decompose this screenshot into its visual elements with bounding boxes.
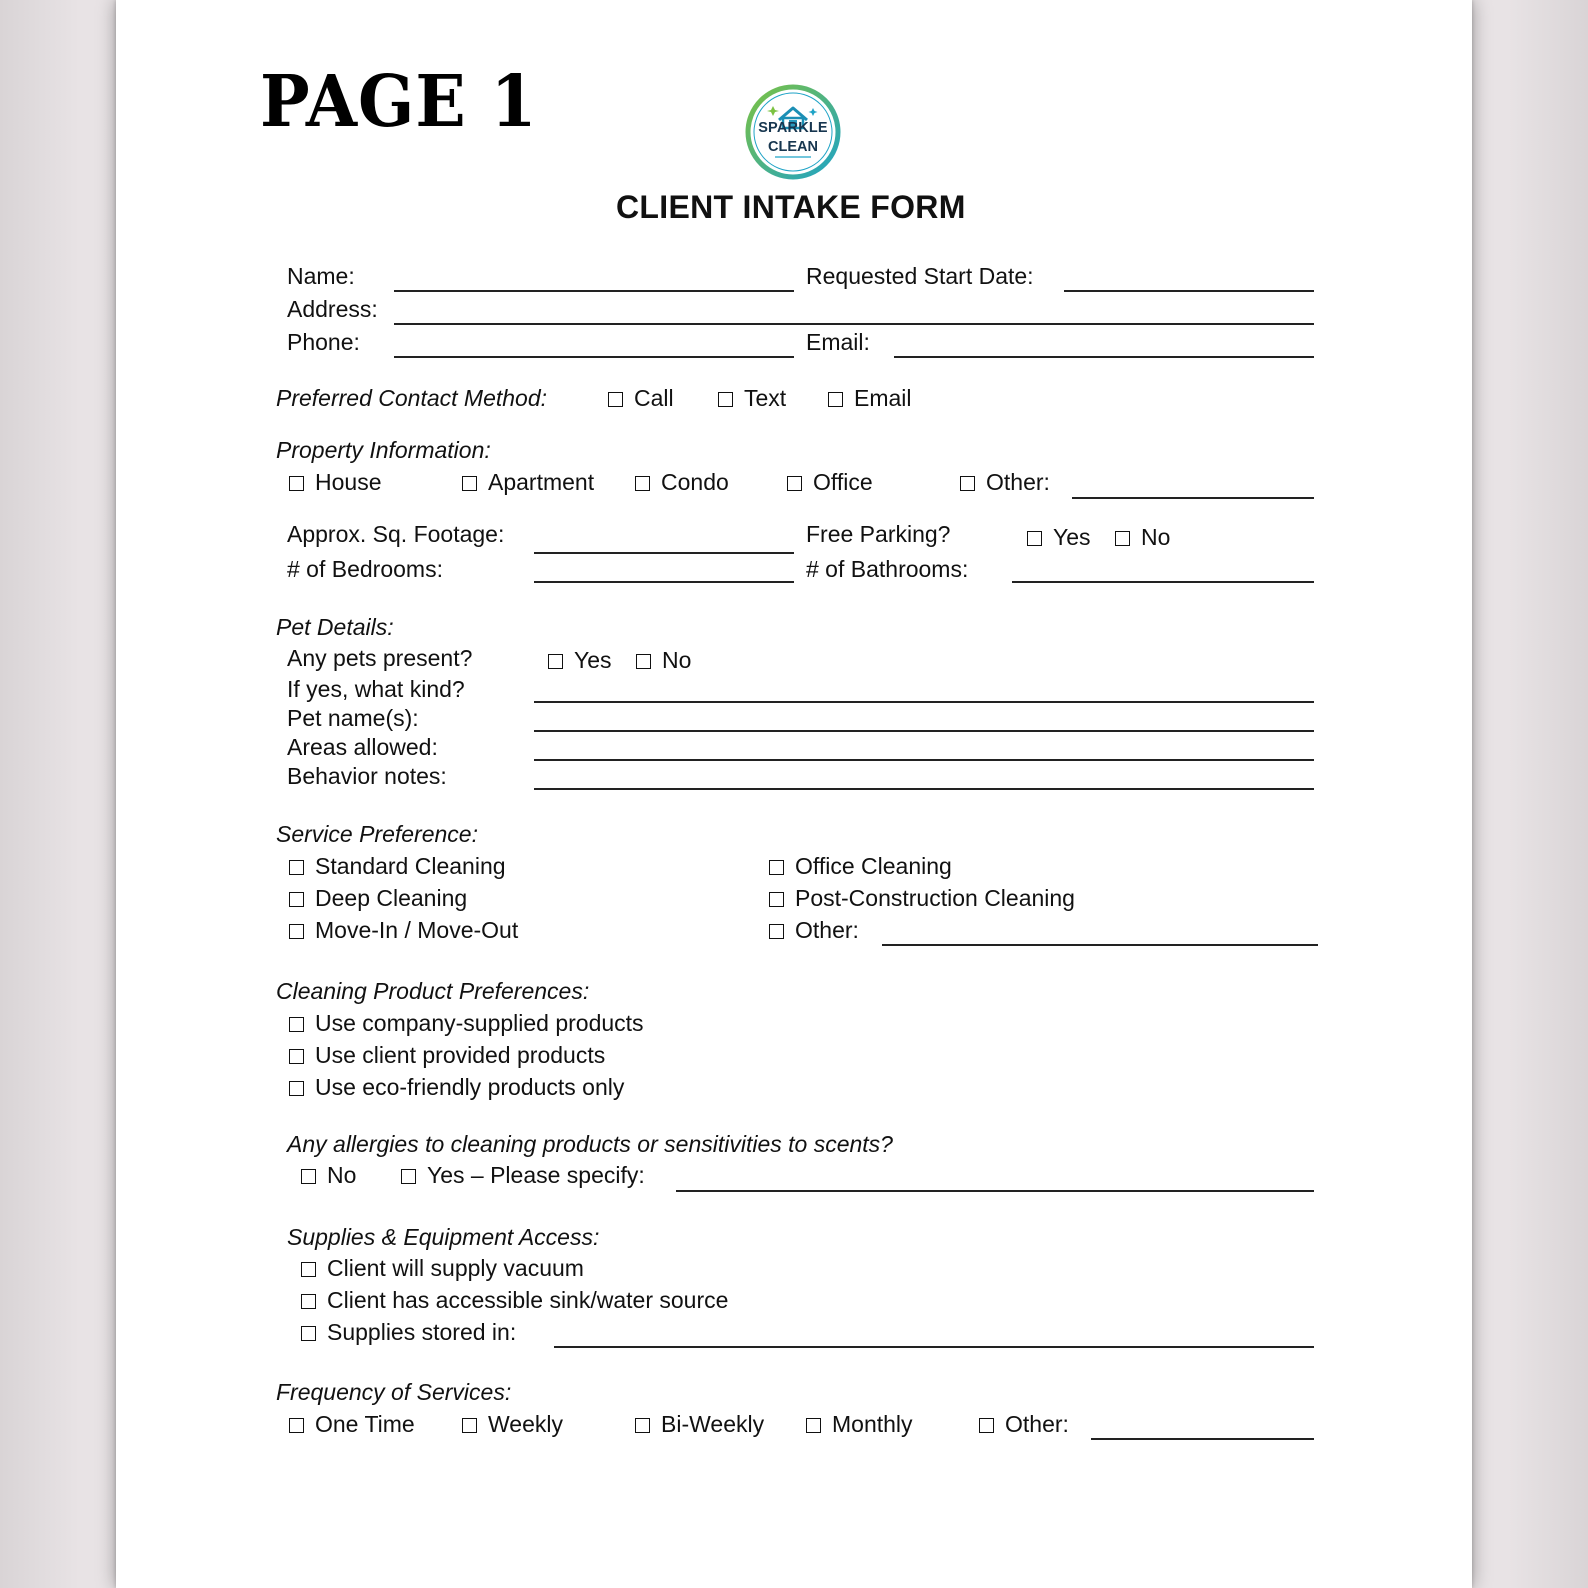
parking-option-yes[interactable]: Yes: [1027, 523, 1091, 551]
bedrooms-field[interactable]: [534, 581, 794, 583]
checkbox[interactable]: [289, 860, 304, 875]
address-field[interactable]: [394, 323, 1314, 325]
pet-areas-label: Areas allowed:: [287, 734, 438, 760]
pets-heading: Pet Details:: [276, 614, 394, 640]
pets-option-yes[interactable]: Yes: [548, 646, 612, 674]
frequency-heading: Frequency of Services:: [276, 1379, 512, 1405]
name-label: Name:: [287, 263, 355, 289]
pet-names-label: Pet name(s):: [287, 705, 419, 731]
bathrooms-label: # of Bathrooms:: [806, 556, 969, 582]
service-option-move[interactable]: Move-In / Move-Out: [289, 916, 518, 944]
service-option-other[interactable]: Other:: [769, 916, 859, 944]
supplies-option-stored[interactable]: Supplies stored in:: [301, 1318, 516, 1346]
checkbox[interactable]: [635, 476, 650, 491]
checkbox[interactable]: [289, 1017, 304, 1032]
checkbox[interactable]: [608, 392, 623, 407]
checkbox[interactable]: [289, 892, 304, 907]
service-option-office[interactable]: Office Cleaning: [769, 852, 952, 880]
checkbox[interactable]: [769, 892, 784, 907]
checkbox[interactable]: [828, 392, 843, 407]
checkbox[interactable]: [1027, 531, 1042, 546]
checkbox[interactable]: [462, 476, 477, 491]
frequency-option-one-time[interactable]: One Time: [289, 1410, 415, 1438]
sq-footage-label: Approx. Sq. Footage:: [287, 521, 505, 547]
property-other-field[interactable]: [1072, 497, 1314, 499]
bathrooms-field[interactable]: [1012, 581, 1314, 583]
contact-option-email[interactable]: Email: [828, 384, 912, 412]
bedrooms-label: # of Bedrooms:: [287, 556, 443, 582]
allergy-option-yes[interactable]: Yes – Please specify:: [401, 1161, 645, 1189]
property-type-other[interactable]: Other:: [960, 468, 1050, 496]
start-date-label: Requested Start Date:: [806, 263, 1034, 289]
supplies-heading: Supplies & Equipment Access:: [287, 1224, 600, 1250]
sq-footage-field[interactable]: [534, 552, 794, 554]
service-option-deep[interactable]: Deep Cleaning: [289, 884, 467, 912]
checkbox[interactable]: [289, 924, 304, 939]
frequency-other-field[interactable]: [1091, 1438, 1314, 1440]
products-heading: Cleaning Product Preferences:: [276, 978, 590, 1004]
checkbox[interactable]: [787, 476, 802, 491]
checkbox[interactable]: [769, 924, 784, 939]
service-heading: Service Preference:: [276, 821, 478, 847]
form-title: CLIENT INTAKE FORM: [616, 189, 966, 225]
allergy-specify-field[interactable]: [676, 1190, 1314, 1192]
checkbox[interactable]: [401, 1169, 416, 1184]
contact-option-call[interactable]: Call: [608, 384, 674, 412]
frequency-option-weekly[interactable]: Weekly: [462, 1410, 563, 1438]
frequency-option-bi-weekly[interactable]: Bi-Weekly: [635, 1410, 764, 1438]
checkbox[interactable]: [806, 1418, 821, 1433]
supplies-stored-field[interactable]: [554, 1346, 1314, 1348]
email-label: Email:: [806, 329, 870, 355]
checkbox[interactable]: [960, 476, 975, 491]
parking-option-no[interactable]: No: [1115, 523, 1170, 551]
product-option-company[interactable]: Use company-supplied products: [289, 1009, 644, 1037]
frequency-option-other[interactable]: Other:: [979, 1410, 1069, 1438]
checkbox[interactable]: [462, 1418, 477, 1433]
checkbox[interactable]: [548, 654, 563, 669]
phone-label: Phone:: [287, 329, 360, 355]
page-label: PAGE 1: [260, 58, 538, 144]
pet-behavior-label: Behavior notes:: [287, 763, 447, 789]
allergies-question: Any allergies to cleaning products or sensitivities to scents?: [287, 1131, 893, 1157]
checkbox[interactable]: [636, 654, 651, 669]
preferred-contact-heading: Preferred Contact Method:: [276, 385, 548, 411]
property-type-condo[interactable]: Condo: [635, 468, 729, 496]
address-label: Address:: [287, 296, 378, 322]
start-date-field[interactable]: [1064, 290, 1314, 292]
phone-field[interactable]: [394, 356, 794, 358]
frequency-option-monthly[interactable]: Monthly: [806, 1410, 913, 1438]
form-sheet: [116, 0, 1472, 1588]
pets-option-no[interactable]: No: [636, 646, 691, 674]
checkbox[interactable]: [301, 1262, 316, 1277]
allergy-option-no[interactable]: No: [301, 1161, 356, 1189]
pets-present-label: Any pets present?: [287, 645, 473, 671]
name-field[interactable]: [394, 290, 794, 292]
property-type-house[interactable]: House: [289, 468, 381, 496]
checkbox[interactable]: [769, 860, 784, 875]
pet-names-field[interactable]: [534, 730, 1314, 732]
checkbox[interactable]: [635, 1418, 650, 1433]
checkbox[interactable]: [289, 1081, 304, 1096]
pet-kind-field[interactable]: [534, 701, 1314, 703]
checkbox[interactable]: [301, 1294, 316, 1309]
checkbox[interactable]: [289, 476, 304, 491]
checkbox[interactable]: [301, 1326, 316, 1341]
logo-text-line2: CLEAN: [768, 139, 818, 155]
checkbox[interactable]: [289, 1049, 304, 1064]
pet-behavior-field[interactable]: [534, 788, 1314, 790]
checkbox[interactable]: [718, 392, 733, 407]
service-other-field[interactable]: [882, 944, 1318, 946]
product-option-client[interactable]: Use client provided products: [289, 1041, 605, 1069]
service-option-post-construction[interactable]: Post-Construction Cleaning: [769, 884, 1075, 912]
supplies-option-vacuum[interactable]: Client will supply vacuum: [301, 1254, 584, 1282]
pet-areas-field[interactable]: [534, 759, 1314, 761]
supplies-option-sink[interactable]: Client has accessible sink/water source: [301, 1286, 728, 1314]
property-heading: Property Information:: [276, 437, 491, 463]
sparkle-clean-logo: [745, 84, 841, 180]
property-type-apartment[interactable]: Apartment: [462, 468, 594, 496]
checkbox[interactable]: [1115, 531, 1130, 546]
pet-kind-label: If yes, what kind?: [287, 676, 465, 702]
parking-label: Free Parking?: [806, 521, 951, 547]
checkbox[interactable]: [301, 1169, 316, 1184]
logo-text-line1: SPARKLE: [758, 120, 828, 136]
contact-option-text[interactable]: Text: [718, 384, 786, 412]
email-field[interactable]: [894, 356, 1314, 358]
checkbox[interactable]: [289, 1418, 304, 1433]
service-option-standard[interactable]: Standard Cleaning: [289, 852, 506, 880]
checkbox[interactable]: [979, 1418, 994, 1433]
product-option-eco[interactable]: Use eco-friendly products only: [289, 1073, 624, 1101]
property-type-office[interactable]: Office: [787, 468, 873, 496]
